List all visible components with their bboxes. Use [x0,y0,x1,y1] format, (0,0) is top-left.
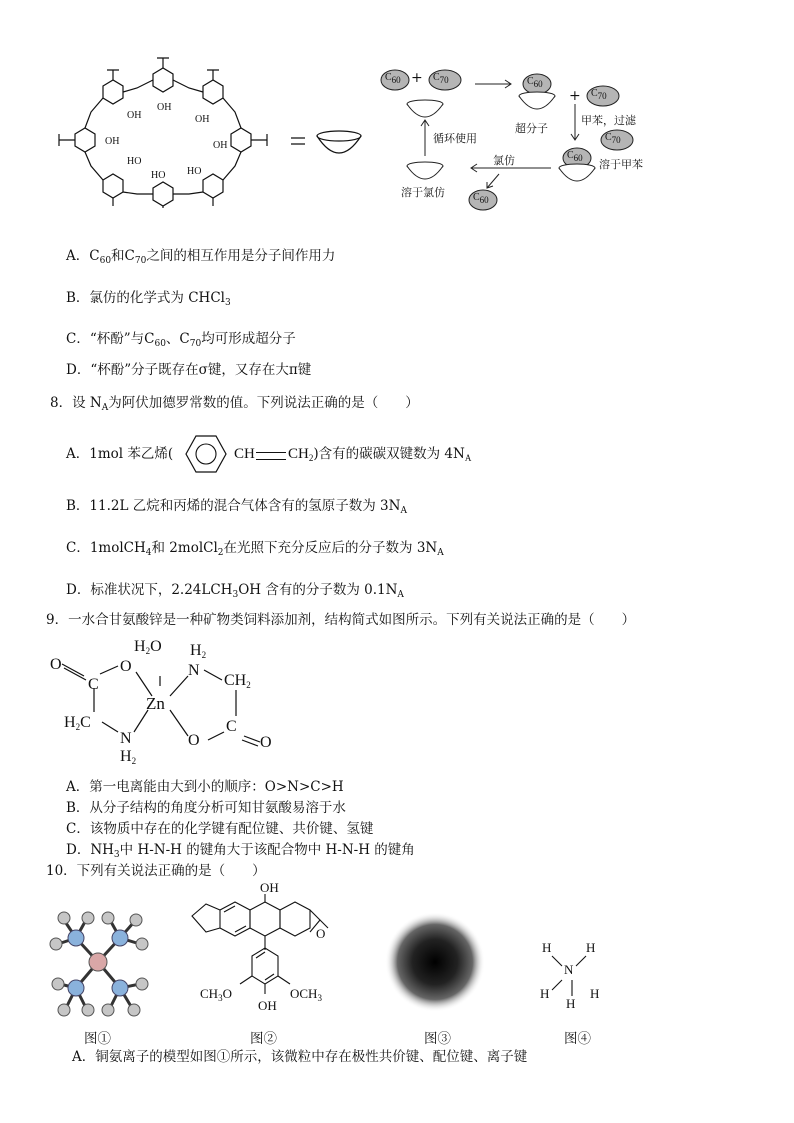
q8-option-d: D．标准状况下，$2.24LCH_3OH$ 含有的分子数为 $0.1N_A$ [66,582,404,600]
calixarene-figure [45,48,375,208]
q10-stem: 10．下列有关说法正确的是（ ） [46,863,266,879]
zn-struct-h2-lower: $H_2$ [120,748,137,766]
cycle-plus-2: + [569,88,581,104]
q9-option-d: D．$NH_3$中 H-N-H 的键角大于该配合物中 H-N-H 的键角 [66,842,415,860]
q10-option-a: A．铜氨离子的模型如图①所示，该微粒中存在极性共价键、配位键、离子键 [72,1049,528,1065]
caption-figure-4: 图④ [564,1031,591,1047]
styrene-benzene-ring [174,432,234,476]
fig2-och3-right: $OCH_3$ [290,986,322,1003]
calixarene-structure-svg [45,48,375,208]
q7-option-d: D．“杯酚”分子既存在σ键，又存在大π键 [66,362,312,378]
fig2-oh-top: OH [260,880,279,895]
zn-struct-n2: N [120,730,132,747]
zn-struct-c2: C [226,718,237,735]
q10-figure-1-copper-ammonia [46,904,156,1022]
styrene-vinyl-group: CH [234,446,255,462]
calix-oh-label-4: OH [105,136,120,147]
fig4-h-4: H [590,986,600,1001]
cycle-jiaben-guolv-label: 甲苯，过滤 [581,114,636,127]
fig2-oh-bottom: OH [258,998,277,1013]
caption-figure-2: 图② [250,1031,277,1047]
q7-option-c: C．“杯酚”与$C_{60}$、$C_{70}$均可形成超分子 [66,331,296,349]
cycle-xunhuan-label: 循环使用 [433,132,477,145]
cycle-c60-label-2: $C_{60}$ [527,76,543,89]
cycle-c60-label-4: $C_{60}$ [473,192,489,205]
q9-stem: 9．一水合甘氨酸锌是一种矿物类饲料添加剂，结构简式如图所示。下列有关说法正确的是（ ） [46,612,636,628]
cycle-plus-1: + [411,70,423,86]
cycle-chaofenzi-label: 超分子 [515,122,548,135]
caption-figure-1: 图① [84,1031,111,1047]
zn-struct-h2c: $H_2C$ [64,714,91,732]
fig2-ketone-o: O [316,926,326,941]
q9-option-c: C．该物质中存在的化学键有配位键、共价键、氢键 [66,821,374,837]
cycle-rongyu-luffang-label: 溶于氯仿 [401,186,445,199]
q8-stem: 8．设 $N_A$为阿伏加德罗常数的值。下列说法正确的是（ ） [50,395,419,413]
calix-oh-label-2: OH [157,102,172,113]
calix-ho-label-2: HO [151,170,166,181]
zn-struct-c1: C [88,676,99,693]
cycle-c60-label-3: $C_{60}$ [567,150,583,163]
q9-option-b: B．从分子结构的角度分析可知甘氨酸易溶于水 [66,800,346,816]
caption-figure-3: 图③ [424,1031,451,1047]
zinc-glycinate-svg [48,636,288,771]
q7-option-a: A．$C_{60}$和$C_{70}$之间的相互作用是分子间作用力 [66,248,336,266]
cycle-c70-label-2: $C_{70}$ [591,88,607,101]
calix-ho-label-1: HO [127,156,142,167]
zinc-glycinate-structure [48,636,288,771]
zn-struct-zn: Zn [146,694,165,713]
q10-figure-3-electron-cloud [385,912,485,1012]
q9-option-a: A．第一电离能由大到小的顺序：O>N>C>H [66,779,344,795]
cycle-c70-label-1: $C_{70}$ [433,72,449,85]
q8-option-b: B．11.2L 乙烷和丙烯的混合气体含有的氢原子数为 $3N_A$ [66,498,407,516]
q8-option-a: A．1mol 苯乙烯( [66,446,174,462]
styrene-double-bond [256,452,286,460]
fig4-h-5: H [566,996,576,1011]
fig2-och3-left: $CH_3O$ [200,986,232,1003]
cycle-c70-label-3: $C_{70}$ [605,132,621,145]
zn-struct-o4: O [260,734,272,751]
zn-struct-ch2a: $CH_2$ [224,672,251,690]
calix-oh-label-1: OH [127,110,142,121]
zn-struct-h2-upper: $H_2$ [190,642,207,660]
q7-option-b: B．氯仿的化学式为 CHCl$_3$ [66,290,231,308]
zn-struct-o1: O [50,656,62,673]
q10-figure-2-organic-structure [180,880,350,1030]
zn-struct-n1: N [188,662,200,679]
cycle-luffang-label: 氯仿 [493,154,515,167]
fig4-h-3: H [540,986,550,1001]
cycle-c60-label-1: $C_{60}$ [385,72,401,85]
cycle-rongyu-jiaben-label: 溶于甲苯 [599,158,643,171]
benzene-ring-svg [174,432,234,476]
electron-cloud-svg [385,912,485,1012]
calix-ho-label-3: HO [187,166,202,177]
styrene-ch2-group: $CH_2$)含有的碳碳双键数为 $4N_A$ [288,446,472,463]
q8-option-c: C．1molCH$_4$和 2molCl$_2$在光照下充分反应后的分子数为 $3N_A$ [66,540,444,558]
separation-cycle-figure [375,60,675,215]
fig4-h-1: H [542,940,552,955]
zn-struct-h2o: $H_2O$ [134,638,162,656]
q10-figure-4-ammonium [536,938,606,1014]
zn-struct-o3: O [188,732,200,749]
fig4-h-2: H [586,940,596,955]
calix-oh-label-5: OH [213,140,228,151]
copper-ammonia-model-svg [46,904,156,1022]
fig4-n: N [564,962,574,977]
calix-oh-label-3: OH [195,114,210,125]
zn-struct-o2: O [120,658,132,675]
